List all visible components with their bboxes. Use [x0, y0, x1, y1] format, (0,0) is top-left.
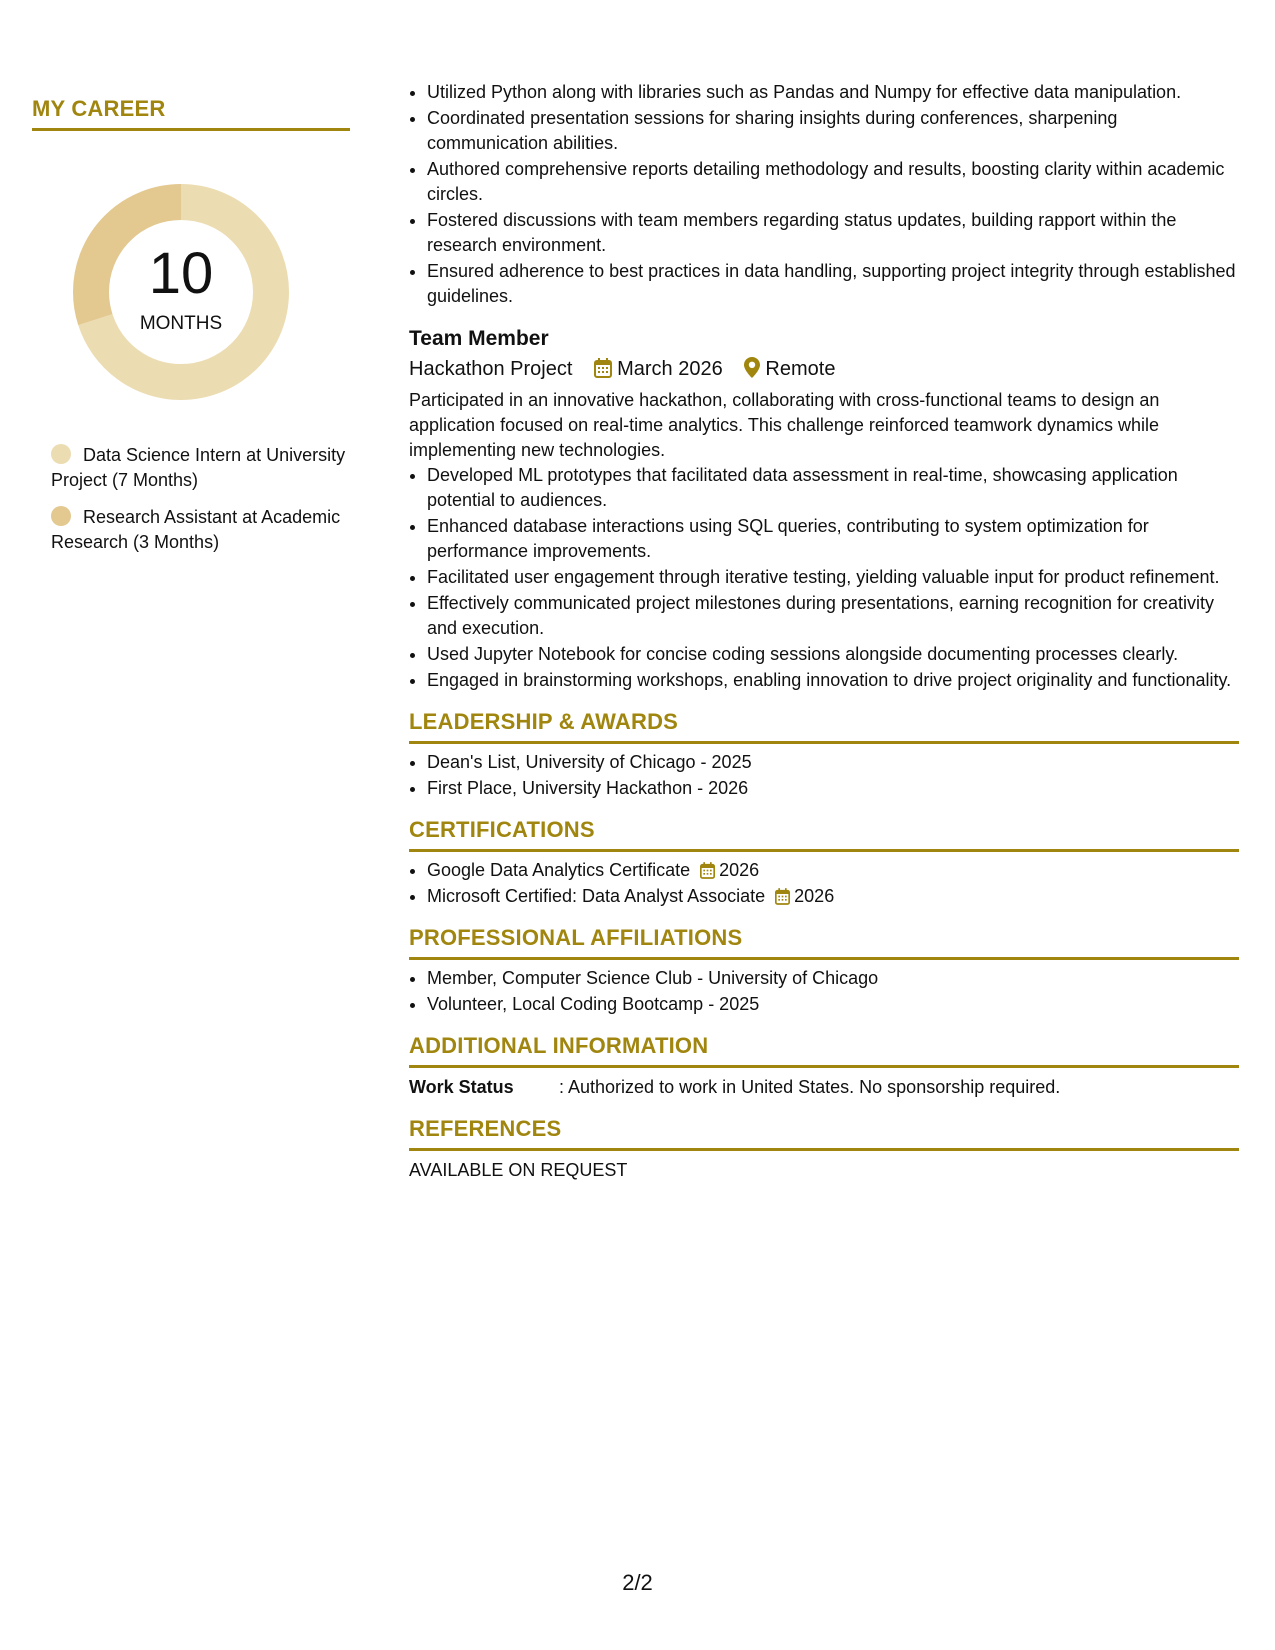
list-item: • Dean's List, University of Chicago - 2025: [427, 750, 1239, 775]
career-sidebar: [32, 96, 352, 567]
cert-year: 2026: [794, 886, 835, 906]
job-bullets: [409, 463, 1239, 693]
job-date: March 2026: [617, 358, 723, 380]
list-item: • Used Jupyter Notebook for concise coding sessions alongside documenting processes clearly.: [427, 642, 1239, 667]
career-total-unit: MONTHS: [139, 313, 223, 334]
prev-job-bullets: [409, 80, 1239, 309]
references-heading: REFERENCES: [409, 1116, 1239, 1151]
legend-item: [51, 443, 352, 493]
calendar-icon: [690, 860, 719, 880]
legend-label: Data Science Intern at University Project (7 Months): [51, 445, 346, 490]
job-company: Hackathon Project: [409, 358, 573, 380]
leadership-heading: LEADERSHIP & AWARDS: [409, 709, 1239, 744]
work-status-value: : Authorized to work in United States. No sponsorship required.: [559, 1077, 1061, 1097]
list-item: • First Place, University Hackathon - 2026: [427, 776, 1239, 801]
list-item: • Effectively communicated project milestones during presentations, earning recognition for creativity and execution.: [427, 591, 1239, 641]
cert-name: Google Data Analytics Certificate: [427, 860, 691, 880]
affiliations-heading: PROFESSIONAL AFFILIATIONS: [409, 925, 1239, 960]
main-content: [409, 80, 1239, 1183]
location-pin-icon: [744, 358, 760, 380]
list-item: • Utilized Python along with libraries such as Pandas and Numpy for effective data manipulation.: [427, 80, 1239, 105]
legend-dot: [51, 506, 71, 526]
certifications-list: [409, 858, 1239, 909]
career-total-value: 10: [148, 241, 214, 306]
career-donut-chart: [66, 177, 296, 407]
legend-item: [51, 505, 352, 555]
calendar-icon: [765, 886, 794, 906]
page-number: 2/2: [622, 1570, 653, 1595]
work-status-label: Work Status: [409, 1077, 514, 1097]
list-item: • Volunteer, Local Coding Bootcamp - 2025: [427, 992, 1239, 1017]
list-item: [427, 884, 1239, 909]
list-item: • Authored comprehensive reports detailing methodology and results, boosting clarity within academic circles.: [427, 157, 1239, 207]
cert-year: 2026: [719, 860, 760, 880]
additional-info-heading: ADDITIONAL INFORMATION: [409, 1033, 1239, 1068]
job-description: Participated in an innovative hackathon, collaborating with cross-functional teams to design an application focused on real-time analytics. This challenge reinforced teamwork dynamics while implementing new technologies.: [409, 390, 1160, 460]
list-item: • Coordinated presentation sessions for sharing insights during conferences, sharpening communication abilities.: [427, 106, 1239, 156]
list-item: • Developed ML prototypes that facilitated data assessment in real-time, showcasing application potential to audiences.: [427, 463, 1239, 513]
calendar-icon: [594, 358, 612, 380]
career-heading: MY CAREER: [32, 96, 350, 131]
job-meta: [409, 354, 1239, 384]
legend-dot: [51, 444, 71, 464]
job-location: Remote: [765, 358, 836, 380]
list-item: [427, 858, 1239, 883]
list-item: • Engaged in brainstorming workshops, enabling innovation to drive project originality and functionality.: [427, 668, 1239, 693]
references-text: AVAILABLE ON REQUEST: [409, 1160, 628, 1180]
certifications-heading: CERTIFICATIONS: [409, 817, 1239, 852]
work-status-row: [409, 1074, 1239, 1100]
list-item: • Enhanced database interactions using SQL queries, contributing to system optimization for performance improvements.: [427, 514, 1239, 564]
list-item: • Facilitated user engagement through iterative testing, yielding valuable input for product refinement.: [427, 565, 1239, 590]
legend-label: Research Assistant at Academic Research (3 Months): [51, 507, 341, 552]
list-item: • Fostered discussions with team members regarding status updates, building rapport within the research environment.: [427, 208, 1239, 258]
leadership-list: [409, 750, 1239, 801]
cert-name: Microsoft Certified: Data Analyst Associate: [427, 886, 766, 906]
affiliations-list: [409, 966, 1239, 1017]
list-item: • Member, Computer Science Club - University of Chicago: [427, 966, 1239, 991]
job-title: Team Member: [409, 327, 549, 350]
list-item: • Ensured adherence to best practices in data handling, supporting project integrity through established guidelines.: [427, 259, 1239, 309]
career-legend: [51, 443, 352, 555]
